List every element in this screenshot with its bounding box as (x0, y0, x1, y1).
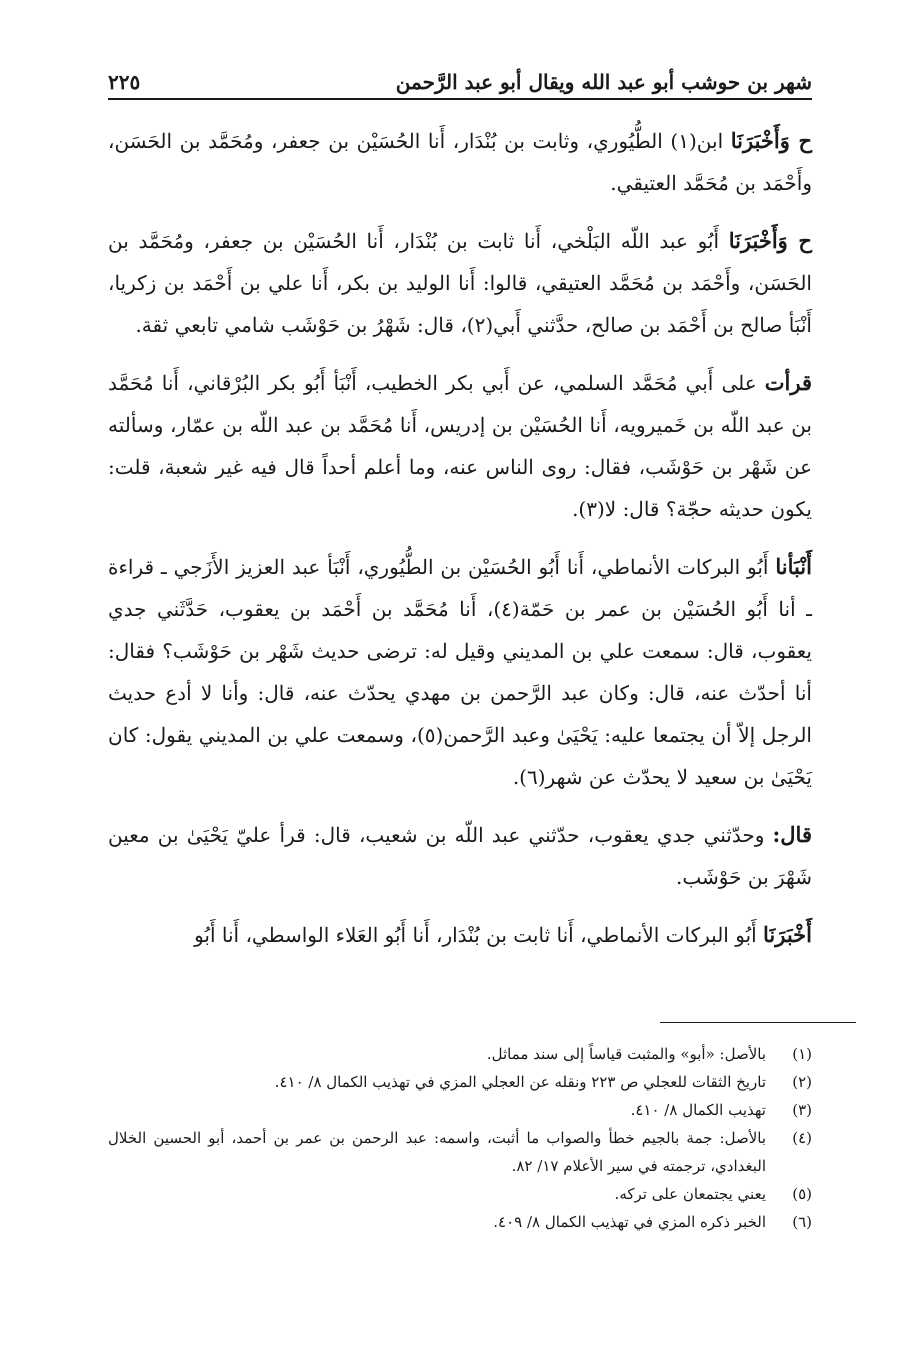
footnote-text: الخبر ذكره المزي في تهذيب الكمال ٨/ ٤٠٩. (493, 1213, 766, 1231)
footnote (108, 1124, 812, 1180)
paragraph-text: أَبُو البركات الأنماطي، أَنا أَبُو الحُسَيْن بن الطُّيُوري، أَنْبَأ عبد العزيز الأَزَجي ـ قراءة ـ أنا أَبُو الحُسَيْن بن عمر بن حَمّة(٤)، أَنا مُحَمَّد بن أَحْمَد بن يعقوب، حَدَّثَني جدي يعقوب، قال: سمعت علي بن المديني وقيل له: ترضى حديث شَهْر بن حَوْشَب؟ فقال: أنا أحدّث عنه، قال: وكان عبد الرَّحمن بن مهدي يحدّث عنه، قال: وأنا لا أدع حديث الرجل إلاّ أن يجتمعا عليه: يَحْيَىٰ وعبد الرَّحمن(٥)، وسمعت علي بن المديني يقول: كان يَحْيَىٰ بن سعيد لا يحدّث عن شهر(٦). (108, 555, 812, 789)
main-text (108, 120, 812, 972)
paragraph-lead: ح وَأَخْبَرَنَا (730, 128, 813, 153)
footnote-text: تاريخ الثقات للعجلي ص ٢٢٣ ونقله عن العجلي المزي في تهذيب الكمال ٨/ ٤١٠. (274, 1073, 766, 1091)
paragraph-text: على أَبي مُحَمَّد السلمي، عن أَبي بكر الخطيب، أَنْبَأ أَبُو بكر البُرْقاني، أَنا مُحَمَّد بن عبد اللّه بن خَميرويه، أَنا الحُسَيْن بن إدريس، أَنا مُحَمَّد بن عبد اللّه بن عمّار، وسألته عن شَهْر بن حَوْشَب، فقال: روى الناس عنه، وما أعلم أحداً قال فيه غير شعبة، قلت: يكون حديثه حجّة؟ قال: لا(٣). (108, 371, 812, 521)
paragraph (108, 120, 812, 204)
paragraph-text: ابن(١) الطُّيُوري، وثابت بن بُنْدَار، أَنا الحُسَيْن بن جعفر، ومُحَمَّد بن الحَسَن، وأَحْمَد بن مُحَمَّد العتيقي. (108, 129, 812, 195)
footnote (108, 1096, 812, 1124)
paragraph-lead: أَخْبَرَنَا (763, 922, 812, 947)
footnote (108, 1208, 812, 1236)
footnote-divider (660, 1022, 856, 1023)
paragraph (108, 220, 812, 346)
paragraph (108, 914, 812, 956)
paragraph-text: أَبُو البركات الأنماطي، أَنا ثابت بن بُنْدَار، أَنا أَبُو العَلاء الواسطي، أَنا أَبُو (194, 923, 764, 947)
footnote-number: (٤) (792, 1129, 812, 1147)
footnote-text: يعني يجتمعان على تركه. (614, 1185, 766, 1203)
paragraph-lead: قرأت (764, 370, 812, 395)
footnote (108, 1040, 812, 1068)
footnote-text: بالأصل: «أبو» والمثبت قياساً إلى سند مماثل. (486, 1045, 766, 1063)
footnote (108, 1180, 812, 1208)
footnote-number: (٢) (792, 1073, 812, 1091)
footnote-text: بالأصل: جمة بالجيم خطأ والصواب ما أثبت، واسمه: عبد الرحمن بن عمر بن أحمد، أبو الحسين الخلال البغدادي، ترجمته في سير الأعلام ١٧/ ٨٢. (108, 1129, 766, 1175)
paragraph (108, 362, 812, 530)
footnote-number: (٣) (792, 1101, 812, 1119)
paragraph-lead: أَنْبَأنا (775, 554, 812, 579)
page-number: ٢٢٥ (108, 70, 141, 94)
footnote-number: (٥) (792, 1185, 812, 1203)
running-title: شهر بن حوشب أبو عبد الله ويقال أبو عبد الرَّحمن (395, 70, 812, 94)
paragraph-text: وحدّثني جدي يعقوب، حدّثني عبد اللّه بن شعيب، قال: قرأ عليّ يَحْيَىٰ بن معين شَهْرَ بن حَوْشَب. (108, 823, 812, 889)
footnote-text: تهذيب الكمال ٨/ ٤١٠. (630, 1101, 766, 1119)
paragraph (108, 546, 812, 798)
page-header (108, 58, 812, 100)
footnote-number: (١) (792, 1045, 812, 1063)
paragraph-text: أَبُو عبد اللّه البَلْخي، أَنا ثابت بن بُنْدَار، أَنا الحُسَيْن بن جعفر، ومُحَمَّد بن الحَسَن، وأَحْمَد بن مُحَمَّد العتيقي، قالوا: أَنا الوليد بن بكر، أَنا علي بن أَحْمَد بن زكريا، أَنْبَأ صالح بن أَحْمَد بن صالح، حدَّثني أَبي(٢)، قال: شَهْرُ بن حَوْشَب شامي تابعي ثقة. (108, 229, 812, 337)
paragraph (108, 814, 812, 898)
paragraph-lead: ح وَأَخْبَرَنَا (728, 228, 812, 253)
footnote-number: (٦) (792, 1213, 812, 1231)
paragraph-lead: قال: (772, 822, 812, 847)
footnotes (108, 1040, 812, 1236)
footnote (108, 1068, 812, 1096)
